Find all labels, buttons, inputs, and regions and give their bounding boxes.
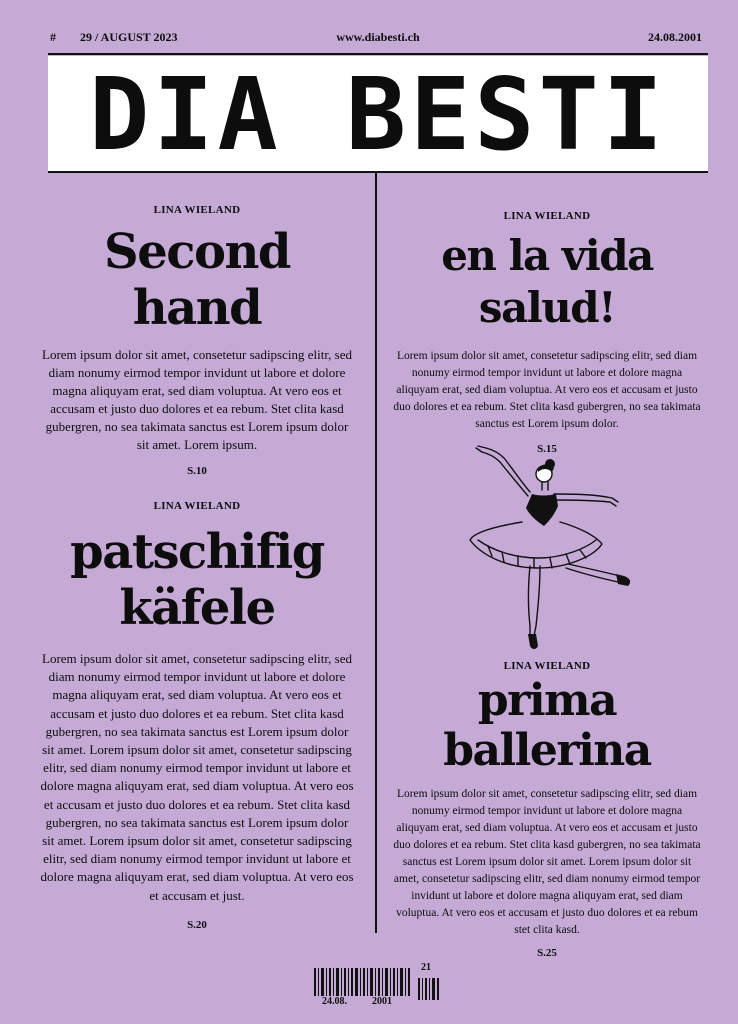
headline-line: salud!: [478, 283, 616, 332]
article-body: Lorem ipsum dolor sit amet, consetetur sadipscing elitr, sed diam nonumy eirmod tempor invidunt ut labore et dolore magna aliquyam erat, sed diam voluptua. At vero eos et accusam et justo duo dolores et ea rebum. Stet clita kasd gubergren, no sea takimata sanctus est Lorem ipsum dolor.: [393, 350, 701, 430]
barcode-bars: [314, 968, 410, 996]
headline-line: patschifig: [70, 524, 324, 580]
article-second-hand[interactable]: [40, 204, 354, 477]
article-byline: LINA WIELAND: [153, 500, 241, 512]
barcode-year: 2001: [372, 996, 392, 1007]
page-reference: S.15: [537, 443, 557, 455]
article-byline: LINA WIELAND: [153, 204, 241, 216]
barcode: [314, 962, 444, 1008]
print-date: 24.08.2001: [648, 30, 702, 44]
barcode-number: 21: [421, 962, 431, 973]
top-rule: [48, 53, 708, 55]
article-headline: [40, 524, 354, 636]
headline-line: ballerina: [443, 725, 651, 776]
article-prima-ballerina[interactable]: [392, 660, 702, 959]
headline-line: prima: [477, 675, 617, 726]
article-body: Lorem ipsum dolor sit amet, consetetur sadipscing elitr, sed diam nonumy eirmod tempor invidunt ut labore et dolore magna aliquyam erat, sed diam voluptua. At vero eos et accusam et justo duo dolores et ea rebum. Stet clita kasd gubergren, no sea takimata sanctus est Lorem ipsum dolor sit amet. Lorem ipsum dolor sit amet, consetetur sadipscing elitr, sed diam nonumy eirmod tempor invidunt ut labore et dolore magna aliquyam erat, sed diam voluptua. At vero eos et accusam et justo duo dolores et ea rebum. Stet clita kasd gubergren, no sea takimata sanctus est Lorem ipsum dolor sit amet. Lorem ipsum dolor sit amet, consetetur sadipscing elitr, sed diam nonumy eirmod tempor invidunt ut labore et dolore magna aliquyam erat, sed diam voluptua. At vero eos et accusam et just.: [40, 651, 354, 903]
article-headline: [392, 230, 702, 334]
article-en-la-vida[interactable]: [392, 210, 702, 455]
issue-date: 29 / AUGUST 2023: [80, 30, 178, 44]
page-reference: S.20: [187, 918, 207, 931]
headline-line: hand: [132, 280, 262, 336]
masthead-title: DIA BESTI: [89, 55, 667, 173]
page-reference: S.10: [187, 465, 207, 478]
barcode-date: 24.08.: [322, 996, 347, 1007]
masthead: [48, 56, 708, 173]
headline-line: käfele: [119, 580, 275, 636]
column-divider: [375, 173, 377, 933]
headline-line: en la vida: [441, 231, 653, 280]
article-patschifig-kaefele[interactable]: [40, 500, 354, 931]
article-byline: LINA WIELAND: [503, 210, 591, 222]
top-bar: [50, 30, 706, 48]
article-headline: [40, 224, 354, 336]
ballerina-icon: [468, 440, 638, 652]
headline-line: Second: [104, 224, 290, 280]
article-byline: LINA WIELAND: [503, 660, 591, 672]
website-link[interactable]: www.diabesti.ch: [336, 30, 420, 44]
barcode-addon-bars: [418, 978, 440, 1000]
issue-hash: #: [50, 30, 56, 44]
article-body: Lorem ipsum dolor sit amet, consetetur sadipscing elitr, sed diam nonumy eirmod tempor invidunt ut labore et dolore magna aliquyam erat, sed diam voluptua. At vero eos et accusam et justo duo dolores et ea rebum. Stet clita kasd gubergren, no sea takimata sanctus est Lorem ipsum dolor sit amet. Lorem ipsum dolor sit amet, consetetur sadipscing elitr, sed diam nonumy eirmod tempor invidunt ut labore et dolore magna aliquyam erat, sed diam voluptua. At vero eos et accusam et justo duo dolores et ea rebum stet clita kasd.: [393, 788, 701, 936]
article-body: Lorem ipsum dolor sit amet, consetetur sadipscing elitr, sed diam nonumy eirmod tempor invidunt ut labore et dolore magna aliquyam erat, sed diam voluptua. At vero eos et accusam et justo duo dolores et ea rebum. Stet clita kasd gubergren, no sea takimata sanctus est Lorem ipsum dolor sit amet. Lorem ipsum.: [42, 347, 352, 452]
article-headline: [392, 676, 702, 776]
page-reference: S.25: [537, 947, 557, 959]
